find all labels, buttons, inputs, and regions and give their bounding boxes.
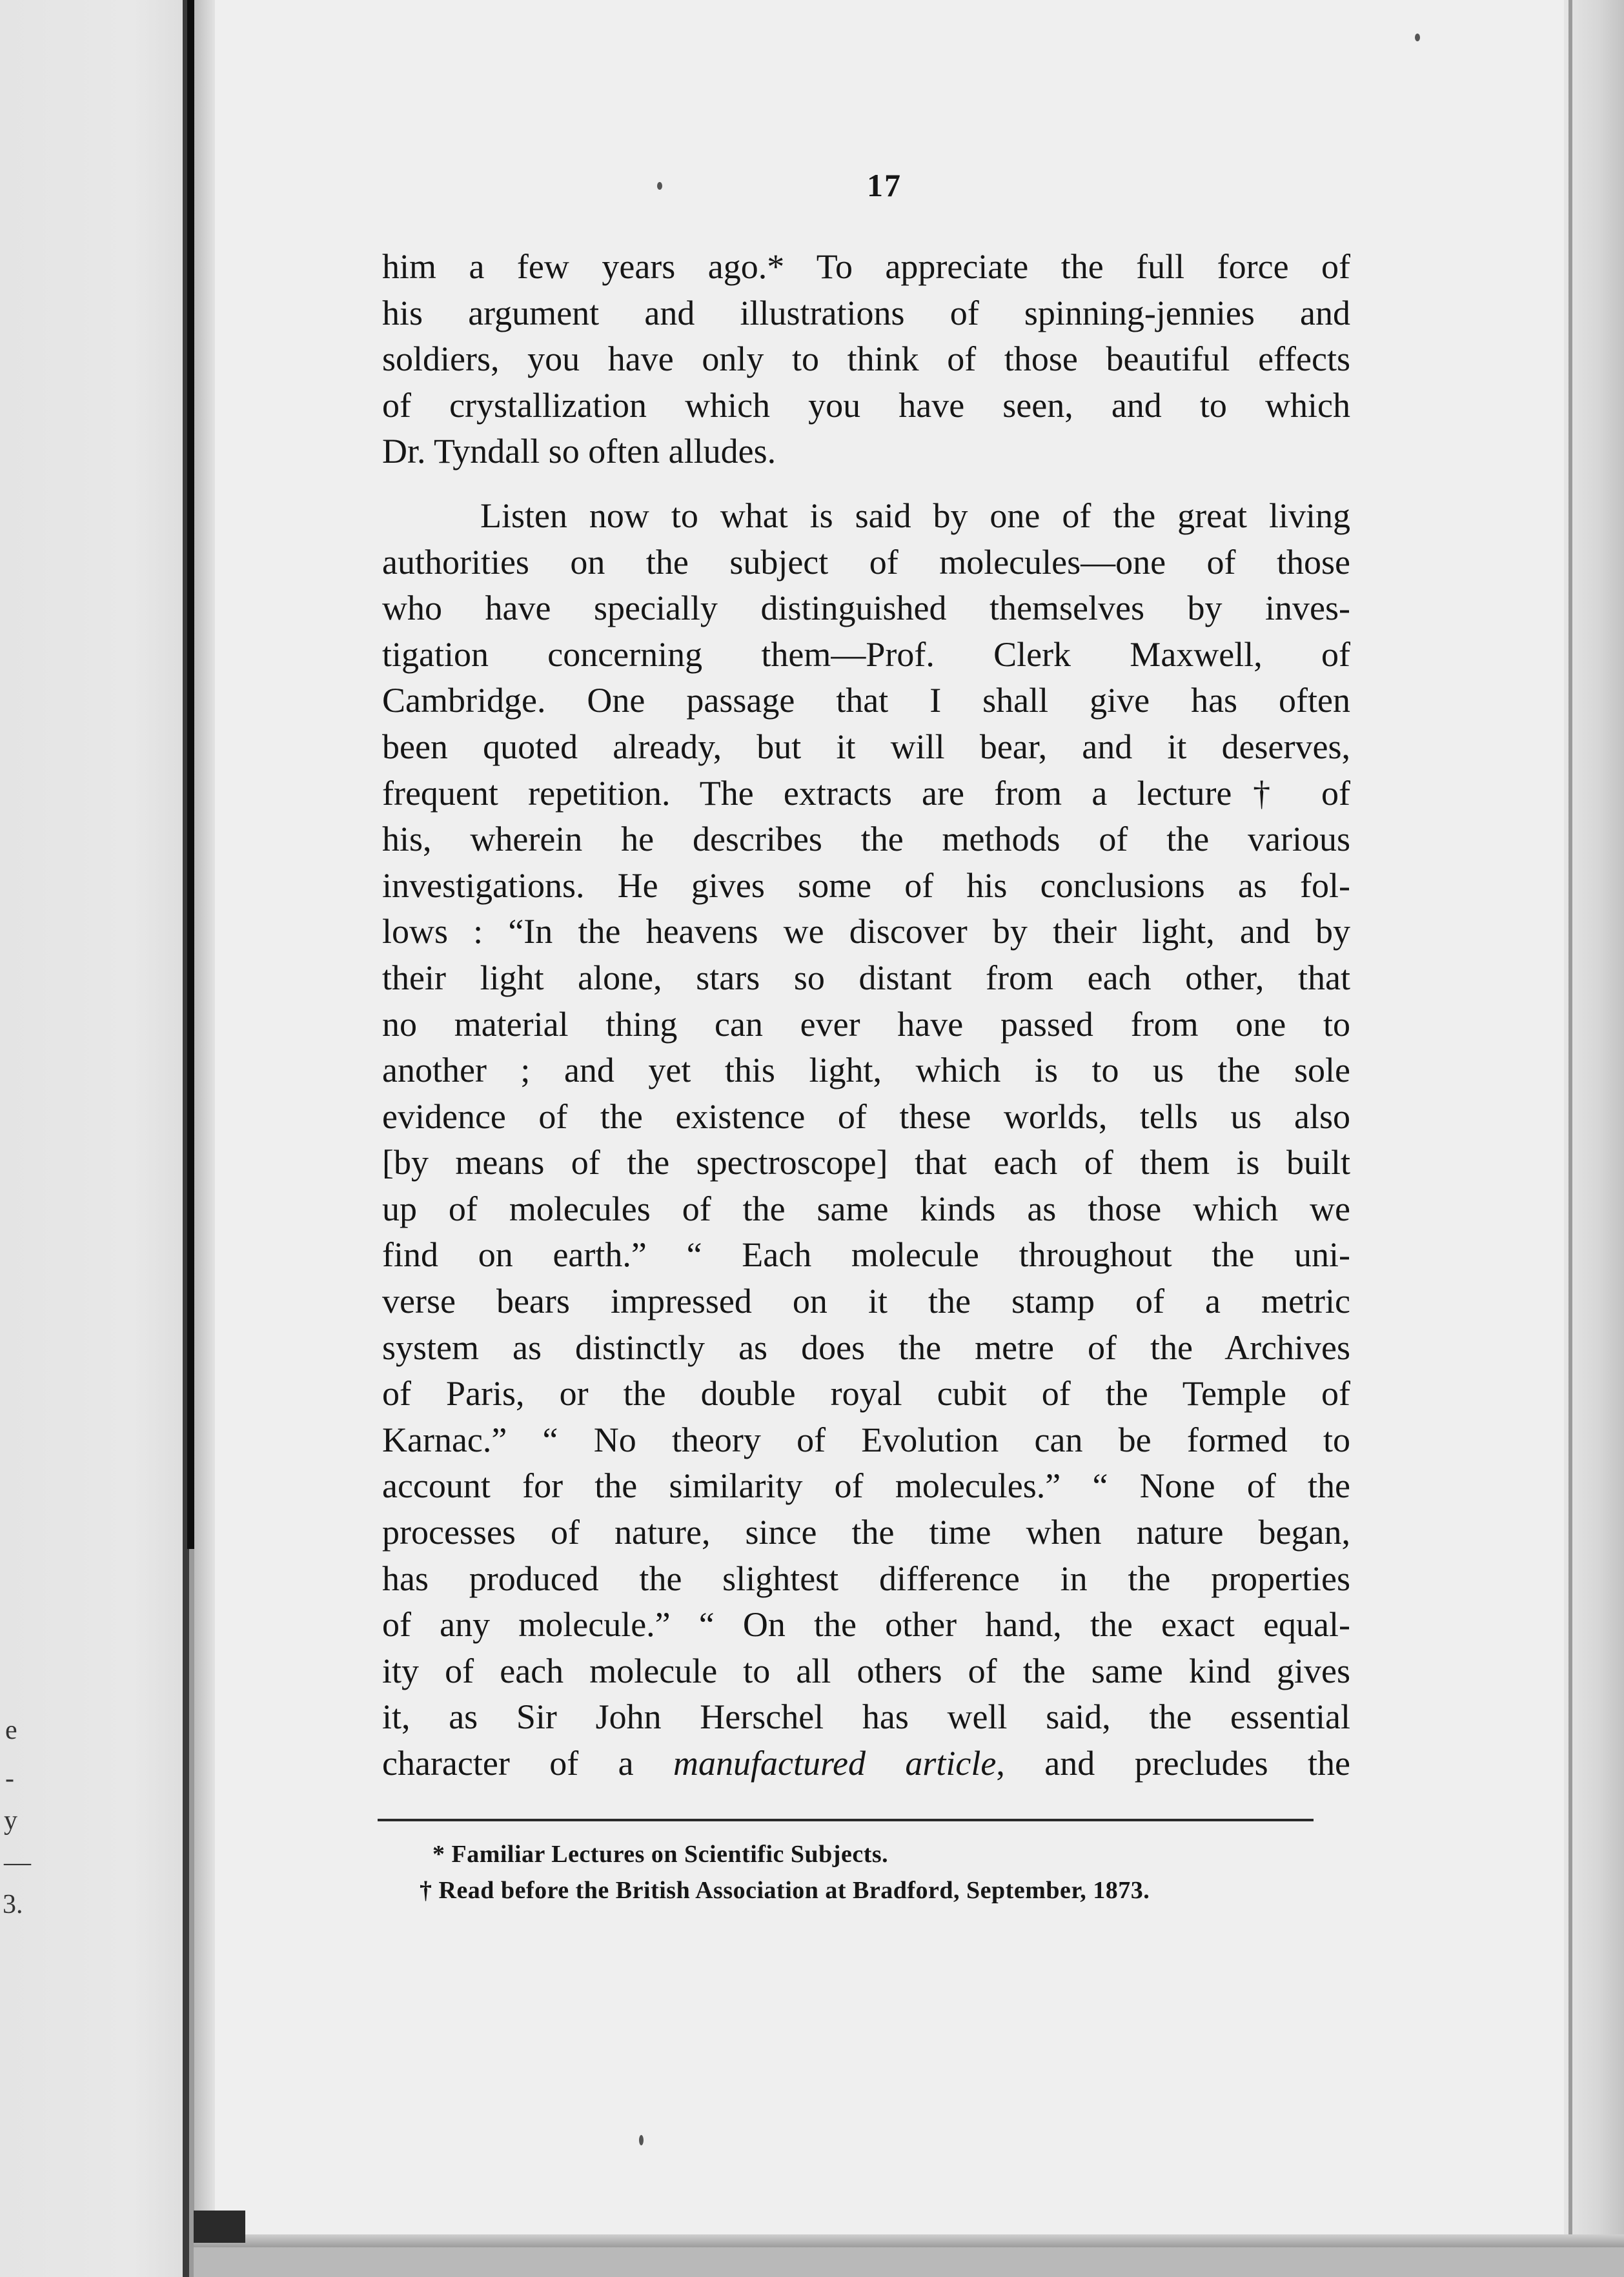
body-text: [382, 244, 1350, 1787]
text-line: frequent repetition. The extracts are from a lecture† of: [382, 773, 1350, 813]
text-line: his, wherein he describes the methods of the various: [382, 820, 1350, 859]
text-line: account for the similarity of molecules.” “ None of the: [382, 1466, 1350, 1506]
margin-fragment: 3.: [3, 1890, 23, 1919]
text-line: [by means of the spectroscope] that each of them is built: [382, 1143, 1350, 1182]
text-line: verse bears impressed on it the stamp of a metric: [382, 1282, 1350, 1321]
text-line: tigation concerning them—Prof. Clerk Maxwell, of: [382, 634, 1350, 674]
text-line: him a few years ago.* To appreciate the full force of: [382, 247, 1350, 286]
page-right-edge-line: [1568, 0, 1572, 2240]
page-number: 17: [867, 167, 902, 203]
text-segment: character of a: [382, 1744, 674, 1783]
text-line: evidence of the existence of these worlds, tells us also: [382, 1097, 1350, 1136]
footnote: * Familiar Lectures on Scientific Subjects.: [432, 1841, 889, 1868]
text-line: of any molecule.” “ On the other hand, the exact equal-: [382, 1605, 1350, 1644]
page-bottom-shadow: [194, 2247, 1624, 2277]
text-line: who have specially distinguished themselves by inves-: [382, 589, 1350, 628]
text-line: of crystallization which you have seen, and to which: [382, 385, 1350, 425]
text-line: soldiers, you have only to think of those beautiful effects: [382, 339, 1350, 379]
text-line: Listen now to what is said by one of the great living: [480, 496, 1350, 535]
text-line: processes of nature, since the time when nature began,: [382, 1513, 1350, 1552]
page-corner-shadow: [194, 2211, 245, 2243]
text-line: their light alone, stars so distant from each other, that: [382, 958, 1350, 997]
text-line: system as distinctly as does the metre of the Archives: [382, 1328, 1350, 1367]
margin-fragment: —: [4, 1848, 31, 1877]
footnote-rule: [378, 1819, 1314, 1821]
facing-page: [0, 0, 190, 2277]
text-line: up of molecules of the same kinds as those which we: [382, 1189, 1350, 1228]
paragraph-2: [382, 493, 1350, 1787]
text-line: Karnac.” “ No theory of Evolution can be formed to: [382, 1420, 1350, 1459]
footnote: † Read before the British Association at Bradford, September, 1873.: [420, 1877, 1150, 1904]
text-line: been quoted already, but it will bear, and it deserves,: [382, 727, 1350, 766]
scan-speck: [657, 182, 662, 190]
text-segment: , and precludes the: [996, 1744, 1350, 1783]
text-line: find on earth.” “ Each molecule throughout the uni-: [382, 1235, 1350, 1275]
text-line-final: [382, 1741, 1350, 1787]
margin-fragment: -: [5, 1764, 14, 1794]
text-line: no material thing can ever have passed from one to: [382, 1004, 1350, 1044]
text-line: it, as Sir John Herschel has well said, the essential: [382, 1697, 1350, 1737]
page-bottom-edge: [194, 2234, 1624, 2247]
text-line: another ; and yet this light, which is to us the sole: [382, 1051, 1350, 1090]
paragraph-1: [382, 244, 1350, 475]
text-line: has produced the slightest difference in the properties: [382, 1559, 1350, 1598]
italic-phrase: manufactured article: [673, 1744, 997, 1783]
page-gutter: [194, 0, 215, 2277]
text-line: Cambridge. One passage that I shall give has often: [382, 681, 1350, 720]
scan-speck: [639, 2135, 644, 2145]
text-line: authorities on the subject of molecules—one of those: [382, 542, 1350, 582]
paragraph-gap: [382, 475, 1350, 493]
margin-fragment: y: [4, 1806, 17, 1836]
text-line: Dr. Tyndall so often alludes.: [382, 432, 776, 471]
text-line: his argument and illustrations of spinning-jennies and: [382, 293, 1350, 332]
margin-fragment: e: [5, 1715, 17, 1745]
text-line: investigations. He gives some of his conclusions as fol-: [382, 865, 1350, 905]
text-line: ity of each molecule to all others of the same kind gives: [382, 1651, 1350, 1690]
footnotes: [420, 1836, 1304, 1908]
text-line: of Paris, or the double royal cubit of the Temple of: [382, 1374, 1350, 1413]
scan-speck: [1415, 34, 1420, 41]
text-line: lows : “In the heavens we discover by their light, and by: [382, 912, 1350, 951]
